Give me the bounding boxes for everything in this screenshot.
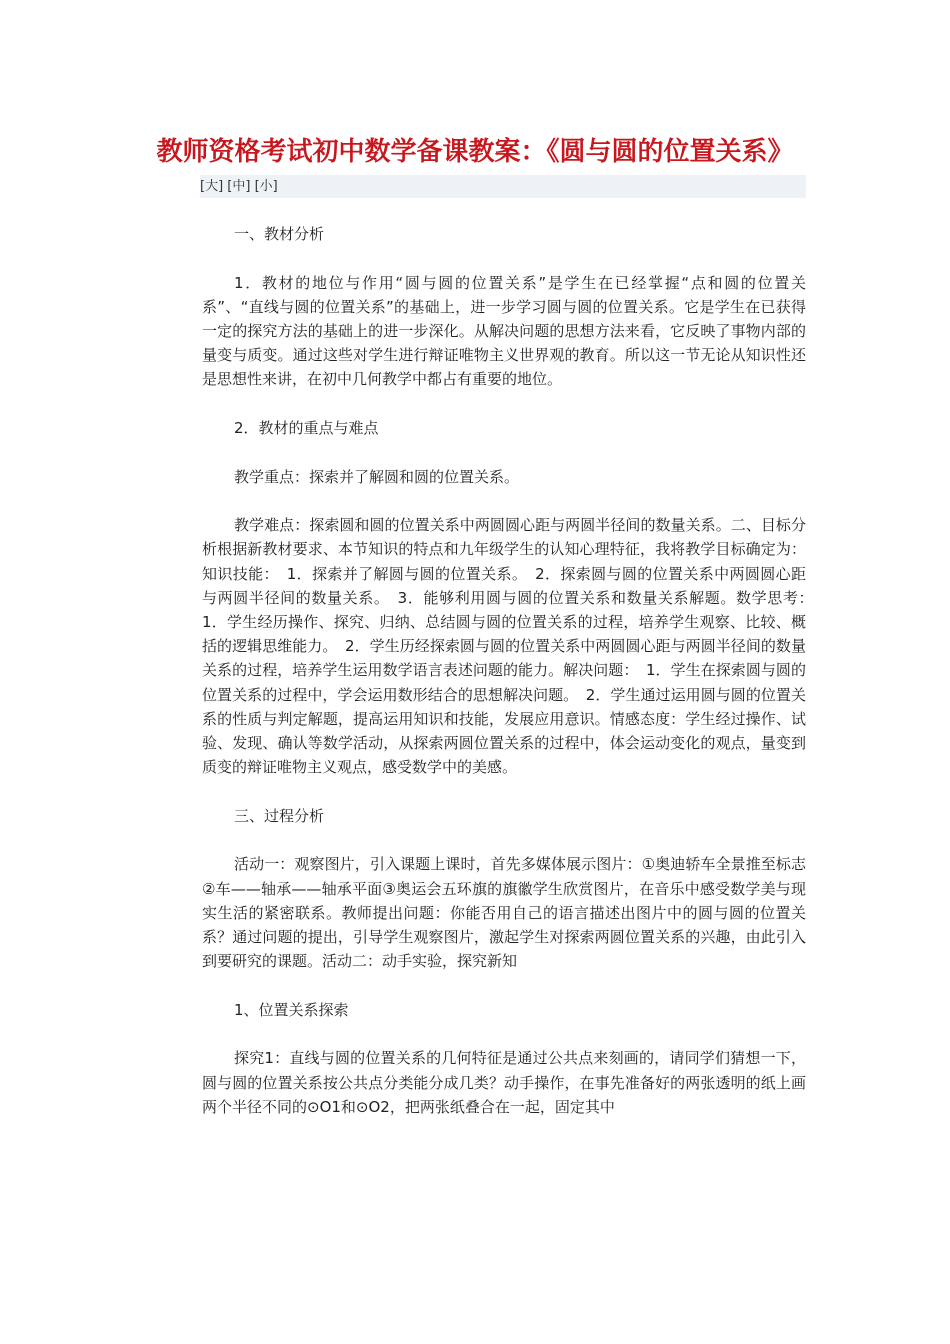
article-body <box>202 222 822 1143</box>
paragraph-teaching-difficulty: 教学难点：探索圆和圆的位置关系中两圆圆心距与两圆半径间的数量关系。二、目标分析根据新教材要求、本节知识的特点和九年级学生的认知心理特征，我将教学目标确定为：知识技能： 1．探索并了解圆与圆的位置关系。 2．探索圆与圆的位置关系中两圆圆心距与两圆半径间的数量关系。 3．能够利用圆与圆的位置关系和数量关系解题。数学思考： 1．学生经历操作、探究、归纳、总结圆与圆的位置关系的过程，培养学生观察、比较、概括的逻辑思维能力。 2．学生历经探索圆与圆的位置关系中两圆圆心距与两圆半径间的数量关系的过程，培养学生运用数学语言表述问题的能力。解决问题： 1．学生在探索圆与圆的位置关系的过程中，学会运用数形结合的思想解决问题。 2．学生通过运用圆与圆的位置关系的性质与判定解题，提高运用知识和技能，发展应用意识。情感态度：学生经过操作、试验、发现、确认等数学活动，从探索两圆位置关系的过程中，体会运动变化的观点，量变到质变的辩证唯物主义观点，感受数学中的美感。 <box>202 516 822 777</box>
font-size-medium-link[interactable]: [中] <box>227 179 251 194</box>
paragraph-exploration-one: 探究1：直线与圆的位置关系的几何特征是通过公共点来刻画的，请同学们猜想一下，圆与圆的位置关系按公共点分类能分成几类？动手操作，在事先准备好的两张透明的纸上画两个半径不同的⊙O1和⊙O2，把两张纸叠合在一起，固定其中 <box>202 1049 806 1116</box>
subheading-key-points: 2．教材的重点与难点 <box>234 419 379 437</box>
paragraph-textbook-role: 1．教材的地位与作用“圆与圆的位置关系”是学生在已经掌握“点和圆的位置关系”、“直线与圆的位置关系”的基础上，进一步学习圆与圆的位置关系。它是学生在已获得一定的探究方法的基础上的进一步深化。从解决问题的思想方法来看，它反映了事物内部的量变与质变。通过这些对学生进行辩证唯物主义世界观的教育。所以这一节无论从知识性还是思想性来讲，在初中几何教学中都占有重要的地位。 <box>202 273 806 389</box>
subheading-position-exploration: 1、位置关系探索 <box>234 1000 349 1019</box>
paragraph-teaching-focus: 教学重点：探索并了解圆和圆的位置关系。 <box>234 467 520 486</box>
paragraph-activity-one: 活动一：观察图片，引入课题上课时，首先多媒体展示图片：①奥迪轿车全景推至标志②车——轴承——轴承平面③奥运会五环旗的旗徽学生欣赏图片，在音乐中感受数学美与现实生活的紧密联系。教师提出问题：你能否用自己的语言描述出图片中的圆与圆的位置关系？通过问题的提出，引导学生观察图片，激起学生对探索两圆位置关系的兴趣，由此引入到要研究的课题。活动二：动手实验，探究新知 <box>202 855 806 971</box>
section-heading-process-analysis: 三、过程分析 <box>234 806 325 825</box>
font-size-large-link[interactable]: [大] <box>200 179 224 194</box>
font-size-toolbar <box>200 175 806 198</box>
section-heading-textbook-analysis: 一、教材分析 <box>234 225 325 243</box>
font-size-small-link[interactable]: [小] <box>254 179 278 194</box>
article-title: 教师资格考试初中数学备课教案：《圆与圆的位置关系》 <box>156 137 794 167</box>
